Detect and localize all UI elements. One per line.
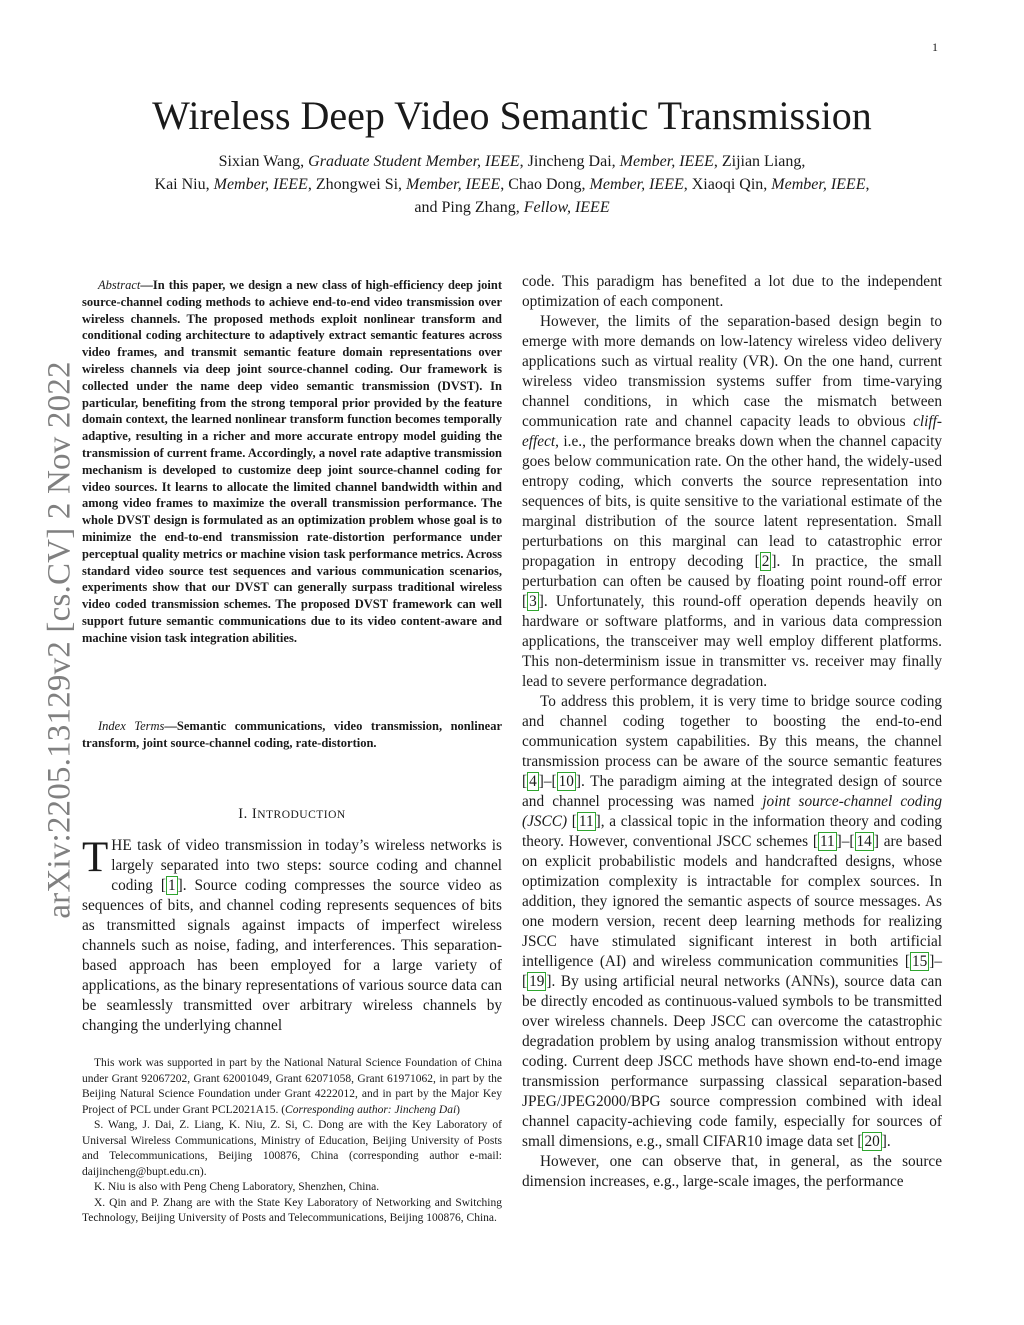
author-line-2 — [70, 174, 954, 196]
citation-link[interactable]: 10 — [558, 773, 574, 790]
paper-title: Wireless Deep Video Semantic Transmission — [152, 93, 872, 138]
author-line-3 — [70, 197, 954, 219]
paragraph — [522, 312, 942, 692]
right-column — [522, 272, 942, 1192]
citation-link[interactable]: 3 — [529, 593, 537, 610]
text-run: ]. Unfortunately, this round-off operation depends heavily on hardware or software platforms, and in various data compression applications, the transceiver may well employ different platforms. This non-determinism issue in transmitter vs. receiver may finally lead to severe performance degradation. — [522, 593, 942, 690]
text-run: However, the limits of the separation-based design begin to emerge with more demands on low-latency wireless video delivery applications such as virtual reality (VR). On the one hand, current wireless video transmission systems suffer from time-varying channel conditions, in which case the mismatch between communication rate and channel capacity leads to obvious — [522, 313, 942, 430]
citation-link[interactable]: 15 — [911, 953, 928, 970]
author-name: and Ping Zhang, — [414, 199, 524, 216]
citation-link[interactable]: 2 — [761, 553, 770, 570]
intro-paragraph — [82, 836, 502, 1036]
author-name: , Jincheng Dai, — [519, 153, 620, 170]
footnotes — [82, 1056, 502, 1227]
text-run: Corresponding author: Jincheng Dai — [285, 1103, 457, 1116]
abstract-text: —In this paper, we design a new class of high-efficiency deep joint source-channel coding methods to achieve end-to-end video transmission over wireless channels. The proposed methods exploit nonlinear transform and conditional coding architecture to adaptively extract semantic features across video frames, and transmit semantic feature domain representations over wireless channels via deep joint source-channel coding. Our framework is collected under the name deep video semantic transmission (DVST). In particular, benefiting from the strong temporal prior provided by the feature domain context, the learned nonlinear transform function becomes temporally adaptive, resulting in a richer and more accurate entropy model guiding the transmission of current frame. Accordingly, a novel rate adaptive transmission mechanism is developed to customize deep joint source-channel coding for video sources. It learns to allocate the limited channel bandwidth within and among video frames to maximize the overall transmission performance. The whole DVST design is formulated as an optimization problem whose goal is to minimize the end-to-end transmission rate-distortion performance under perceptual quality metrics or machine vision task performance metrics. Across standard video source test sequences and various communication scenarios, experiments show that our DVST can generally surpass traditional wireless video coded transmission schemes. The proposed DVST framework can well support future semantic communications due to its video content-aware and machine vision task integration abilities. — [82, 278, 502, 645]
abstract — [82, 277, 502, 647]
section-number: I. — [238, 806, 252, 822]
citation-link[interactable]: 20 — [864, 1133, 880, 1150]
footnote: S. Wang, J. Dai, Z. Liang, K. Niu, Z. Si, C. Dong are with the Key Laboratory of Universal Wireless Communications, Ministry of Education, Beijing University of Posts and Telecommunications, Beijing 100876, China (corresponding author e-mail: daijincheng@bupt.edu.cn). — [82, 1119, 502, 1178]
author-name: , Zhongwei Si, — [307, 176, 407, 193]
text-run: [ — [567, 813, 577, 830]
paragraph: code. This paradigm has benefited a lot due to the independent optimization of each component. — [522, 273, 942, 310]
index-terms — [82, 718, 502, 752]
citation-link[interactable]: 11 — [819, 833, 835, 850]
author-name: , Chao Dong, — [500, 176, 590, 193]
author-role: Graduate Student Member, IEEE — [308, 153, 520, 170]
text-run: ]. In practice, the small perturbation can often be caused by floating point round-off error [ — [522, 553, 943, 610]
author-name: , — [865, 176, 870, 193]
section-title-first: I — [251, 806, 258, 822]
text-run: ) — [456, 1103, 460, 1116]
paragraph: However, one can observe that, in general, as the source dimension increases, e.g., large-scale images, the performance — [522, 1153, 942, 1190]
text-run: ]. — [881, 1133, 891, 1150]
text-run: HE task of video transmission in today’s wireless networks is largely separated into two steps: source coding and channel coding [ — [111, 837, 502, 894]
text-run: ]–[ — [538, 773, 557, 790]
abstract-label: Abstract — [98, 278, 141, 292]
index-terms-text: —Semantic communications, video transmission, nonlinear transform, joint source-channel coding, rate-distortion. — [82, 719, 502, 750]
arxiv-stamp[interactable]: arXiv:2205.13129v2 [cs.CV] 2 Nov 2022 — [41, 361, 78, 919]
author-role: Member, IEEE — [213, 176, 308, 193]
paragraph — [522, 692, 942, 1152]
text-run: cliff-effect — [522, 413, 942, 450]
text-run: ], a classical topic in the information theory and coding theory. However, conventional JSCC schemes [ — [522, 813, 942, 850]
footnote — [82, 1056, 502, 1118]
text-run: ]. By using artificial neural networks (ANNs), source data can be directly encoded as continuous-valued symbols to be transmitted over wireless channels. Deep JSCC can overcome the catastrophic degradation problem by using analog transmission without entropy coding. Current deep JSCC methods have shown end-to-end image transmission performance surpassing classical separation-based JPEG/JPEG2000/BPG source compression combined with ideal channel capacity-achieving code family, especially for sources of small dimensions, e.g., small CIFAR10 image data set [ — [522, 973, 942, 1150]
author-name: , Zijian Liang, — [713, 153, 806, 170]
text-run: ]. The paradigm aiming at the integrated design of source and channel processing was named — [522, 773, 942, 810]
citation-link[interactable]: 14 — [856, 833, 872, 850]
citation-link[interactable]: 11 — [578, 813, 594, 830]
section-title-rest: NTRODUCTION — [257, 809, 346, 821]
text-run: ] are based on explicit probabilistic models and handcrafted designs, whose optimization complexity is intractable for complex sources. In addition, they ignored the semantic aspects of source messages. As one modern version, recent deep learning methods for realizing JSCC have stimulated significant interest in both artificial intelligence (AI) and wireless communication communities [ — [522, 833, 942, 970]
author-role: Member, IEEE — [619, 153, 714, 170]
section-heading — [82, 806, 502, 823]
index-terms-label: Index Terms — [98, 719, 165, 733]
author-role: Member, IEEE — [406, 176, 501, 193]
text-run: ]–[ — [836, 833, 855, 850]
author-role: Fellow, IEEE — [523, 199, 610, 216]
text-run: This work was supported in part by the National Natural Science Foundation of China under Grant 92067202, Grant 62001049, Grant 62071058, Grant 61971062, in part by the Beijing Natural Science Foundation under Grant 4222012, and in part by the Major Key Project of PCL under Grant PCL2021A15. ( — [82, 1057, 502, 1116]
drop-cap: T — [82, 834, 109, 881]
citation-link[interactable]: 4 — [529, 773, 537, 790]
text-run: ]. Source coding compresses the source video as sequences of bits, and channel coding represents sequences of bits as transmitted signals against impacts of imperfect wireless channels such as noise, fading, and interferences. This separation-based approach has been employed for a large variety of applications, as the binary representations of various source data can be seamlessly transmitted over arbitrary wireless channels by changing the underlying channel — [82, 877, 503, 1034]
author-name: Sixian Wang, — [218, 153, 309, 170]
author-role: Member, IEEE — [589, 176, 684, 193]
author-name: Kai Niu, — [154, 176, 214, 193]
text-run: joint source-channel coding (JSCC) — [522, 793, 942, 830]
citation-link[interactable]: 1 — [167, 877, 176, 894]
citation-link[interactable]: 19 — [529, 973, 545, 990]
text-run: , i.e., the performance breaks down when the channel capacity goes below communication rate. On the other hand, the widely-used entropy coding, which converts the source representation into sequences of bits, is quite sensitive to the variational estimate of the marginal distribution of the source latent representation. Small perturbations on this marginal can lead to catastrophic error propagation in entropy decoding [ — [522, 433, 942, 570]
page-number: 1 — [932, 40, 938, 54]
author-line-1 — [70, 151, 954, 173]
author-role: Member, IEEE — [771, 176, 866, 193]
author-name: , Xiaoqi Qin, — [683, 176, 772, 193]
footnote: K. Niu is also with Peng Cheng Laboratory, Shenzhen, China. — [94, 1181, 380, 1193]
footnote: X. Qin and P. Zhang are with the State Key Laboratory of Networking and Switching Technology, Beijing University of Posts and Telecommunications, Beijing 100876, China. — [82, 1196, 502, 1224]
text-run: ]–[ — [522, 953, 942, 990]
text-run: To address this problem, it is very time to bridge source coding and channel coding together to boosting the end-to-end communication system capabilities. By this means, the channel transmission process can be aware of the source semantic features [ — [522, 693, 942, 790]
